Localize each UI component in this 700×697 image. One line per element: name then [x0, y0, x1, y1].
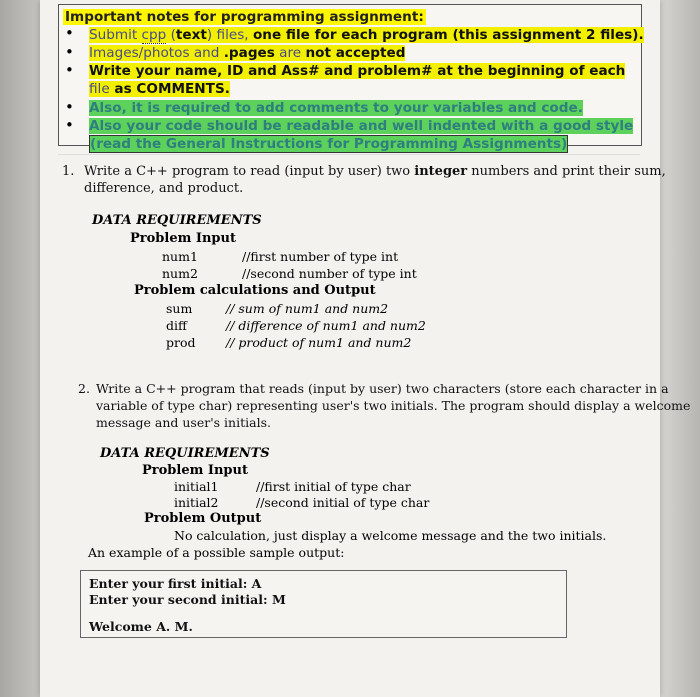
problem-calc-output-1: Problem calculations and Output	[134, 283, 376, 298]
sample-line-3: Welcome A. M.	[89, 619, 193, 634]
data-requirements-1: DATA REQUIREMENTS	[92, 213, 262, 228]
no-calc-text: No calculation, just display a welcome message and the two initials.	[174, 528, 607, 543]
var-diff-desc: // difference of num1 and num2	[226, 318, 426, 333]
problem-input-1: Problem Input	[130, 231, 236, 246]
problem-1-text-2: difference, and product.	[84, 181, 244, 196]
sample-line-1: Enter your first initial: A	[89, 576, 262, 591]
important-notes-box	[58, 4, 644, 152]
sample-output-box	[80, 570, 567, 638]
var-prod-desc: // product of num1 and num2	[226, 335, 412, 350]
var-num2-desc: //second number of type int	[242, 266, 417, 281]
note-line-1: Submit cpp (text) files, one file for each program (this assignment 2 files).	[89, 27, 644, 43]
problem-2-text-3: message and user's initials.	[96, 415, 271, 430]
bullet-icon: •	[65, 61, 74, 79]
divider	[58, 154, 640, 155]
background-right	[660, 0, 700, 697]
note-line-5: Also your code should be readable and well indented with a good style	[89, 118, 634, 134]
notes-title: Important notes for programming assignment:	[65, 9, 424, 25]
note-line-3a: Write your name, ID and Ass# and problem# at the beginning of each	[89, 63, 626, 79]
problem-2-text-2: variable of type char) representing user's two initials. The program should display a welcome	[96, 398, 691, 413]
var-initial1: initial1	[174, 479, 219, 494]
example-text: An example of a possible sample output:	[88, 545, 345, 560]
var-sum: sum	[166, 301, 193, 316]
var-initial1-desc: //first initial of type char	[256, 479, 411, 494]
note-line-3b: file as COMMENTS.	[89, 81, 230, 97]
problem-output-2: Problem Output	[144, 511, 262, 526]
problem-1-text-1: Write a C++ program to read (input by user) two integer numbers and print their sum,	[84, 164, 666, 179]
var-sum-desc: // sum of num1 and num2	[226, 301, 389, 316]
bullet-icon: •	[65, 43, 74, 61]
note-line-6: (read the General Instructions for Programming Assignments)	[90, 136, 568, 152]
var-num1-desc: //first number of type int	[242, 249, 399, 264]
data-requirements-2: DATA REQUIREMENTS	[100, 446, 270, 461]
var-initial2: initial2	[174, 495, 219, 510]
var-initial2-desc: //second initial of type char	[256, 495, 430, 510]
var-diff: diff	[166, 318, 187, 333]
note-line-2: Images/photos and .pages are not accepted	[89, 45, 406, 61]
var-prod: prod	[166, 335, 196, 350]
bullet-icon: •	[65, 24, 74, 42]
problem-input-2: Problem Input	[142, 463, 248, 478]
bullet-icon: •	[65, 98, 74, 116]
sample-line-2: Enter your second initial: M	[89, 592, 286, 607]
note-line-4: Also, it is required to add comments to your variables and code.	[89, 100, 583, 116]
var-num1: num1	[162, 249, 198, 264]
problem-2-text-1: Write a C++ program that reads (input by user) two characters (store each character in a	[96, 381, 669, 396]
var-num2: num2	[162, 266, 198, 281]
bullet-icon: •	[65, 116, 74, 134]
background-left	[0, 0, 40, 697]
